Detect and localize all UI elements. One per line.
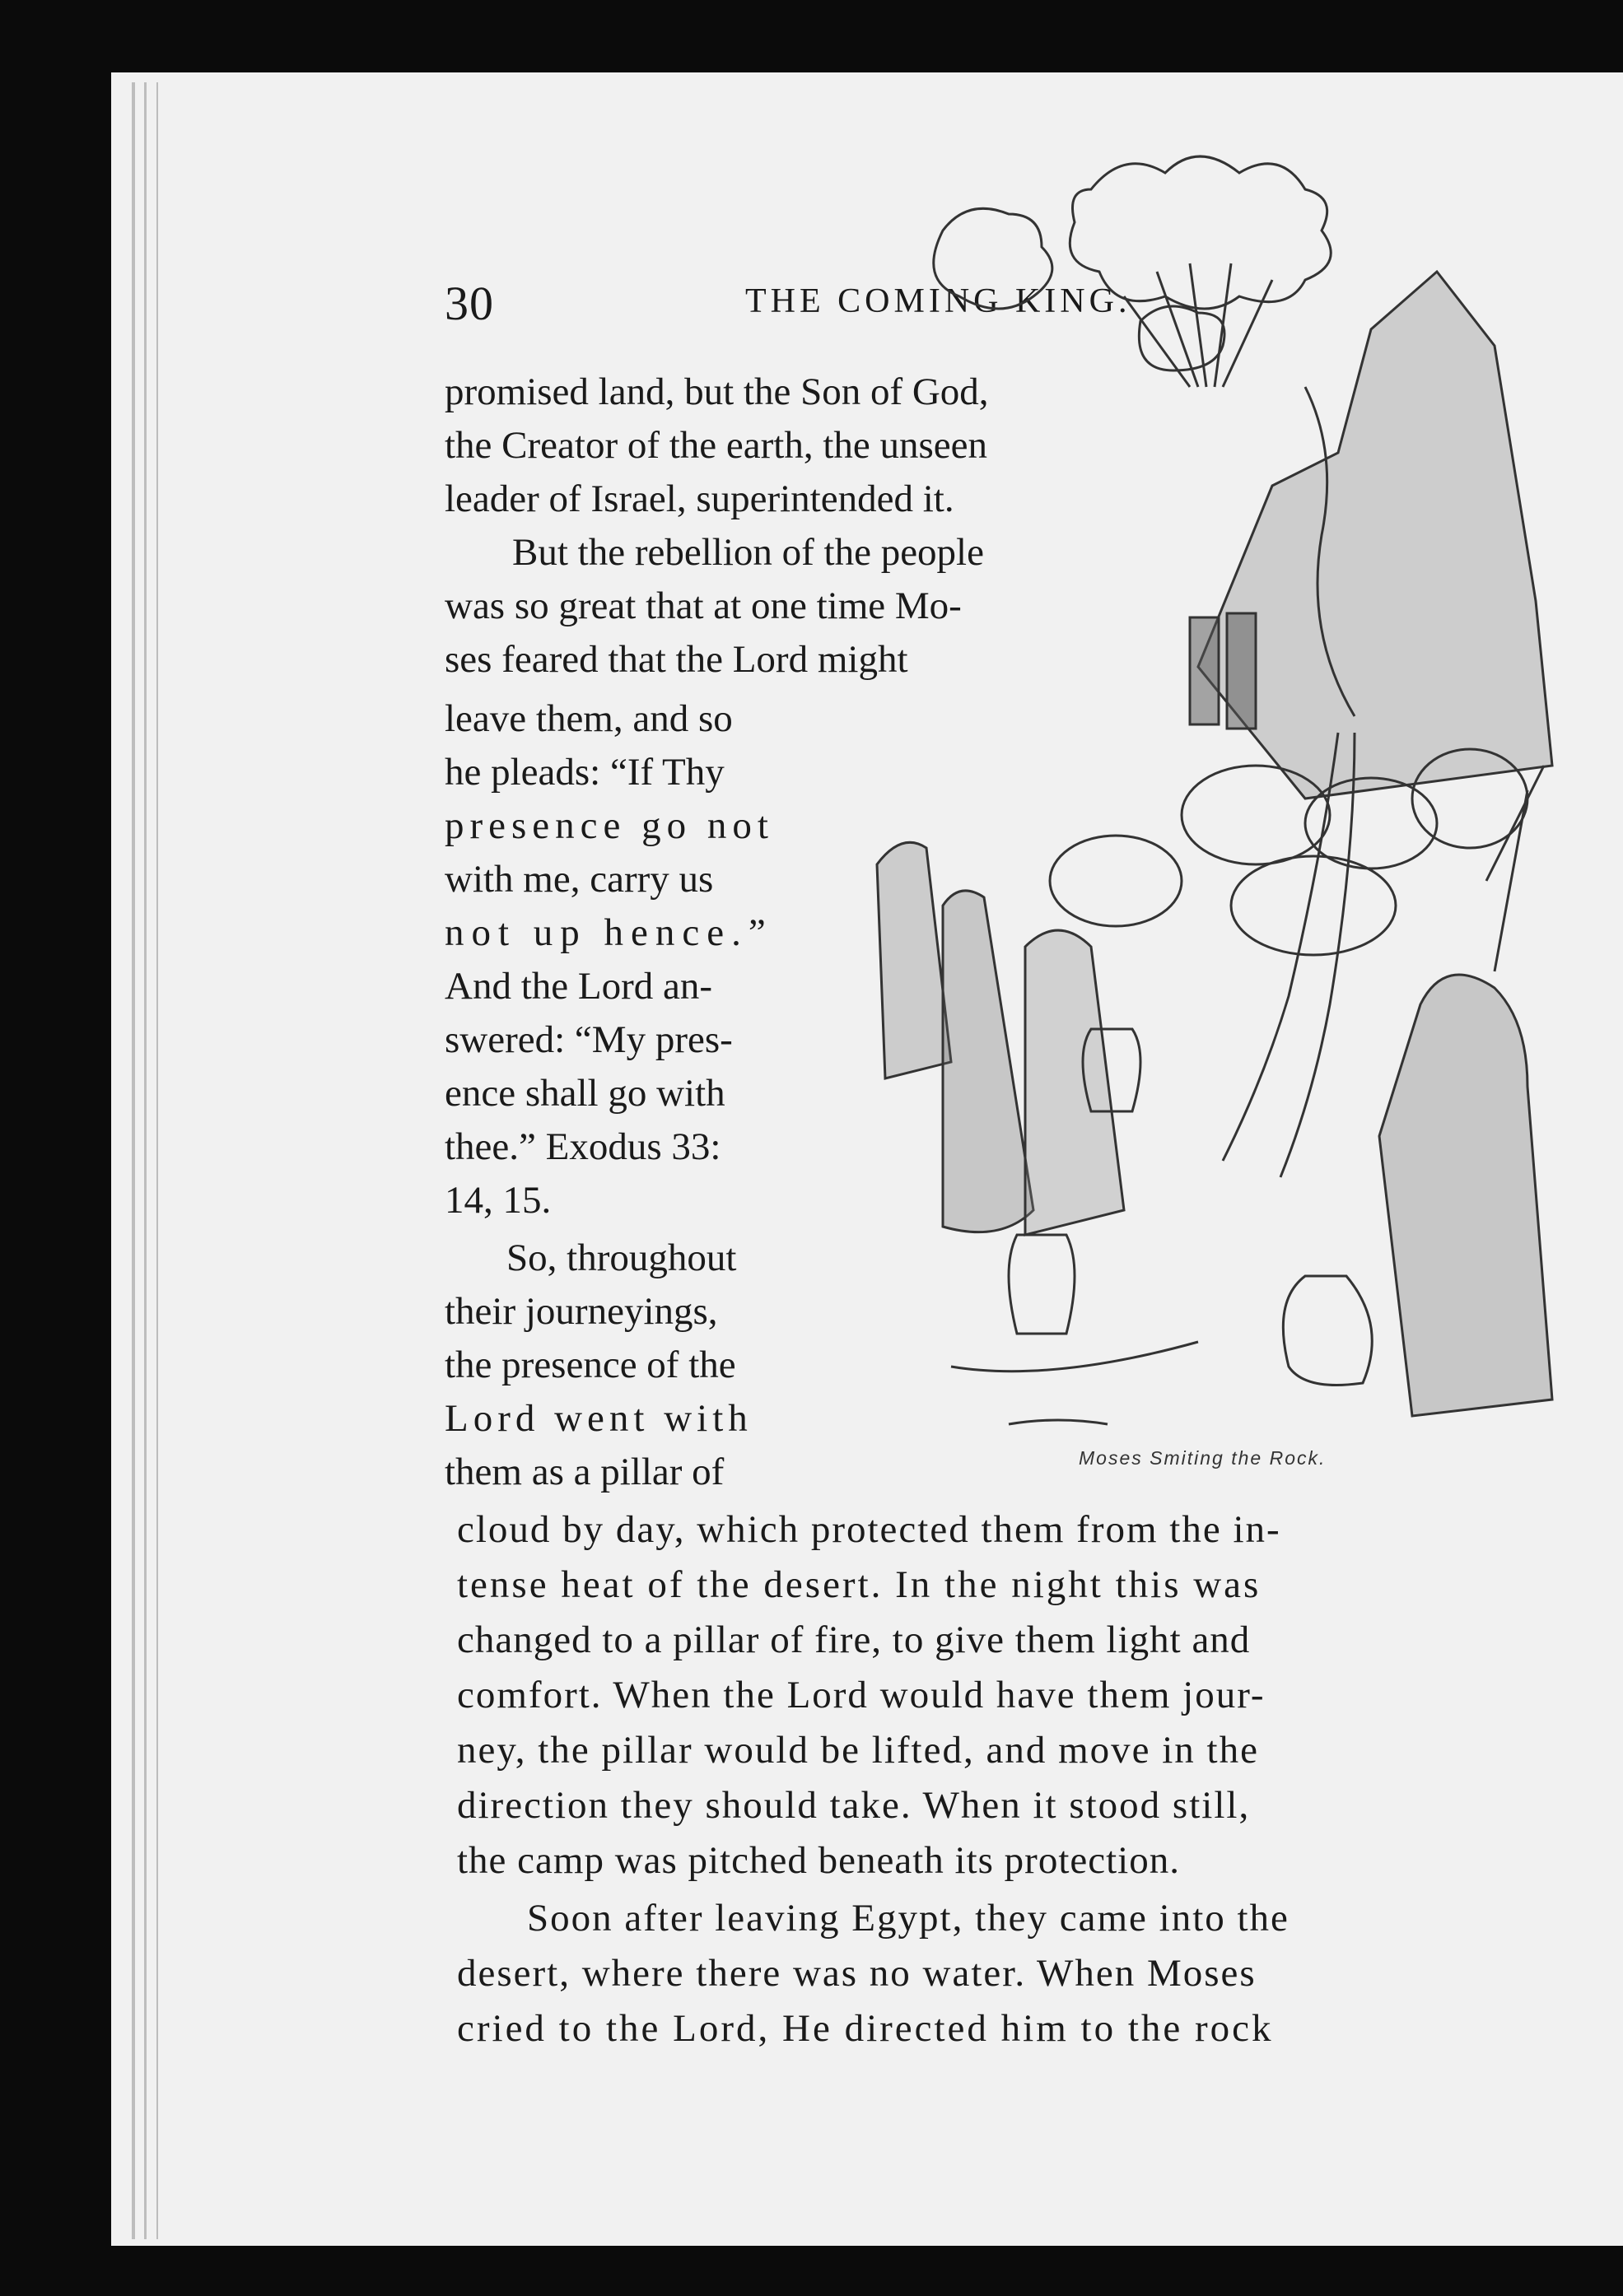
text-line: was so great that at one time Mo- <box>445 584 962 627</box>
text-line: their journeyings, <box>445 1290 718 1333</box>
text-line: promised land, but the Son of God, <box>445 370 989 413</box>
text-line: presence go not <box>445 804 774 847</box>
text-line: the camp was pitched beneath its protection. <box>457 1839 1180 1882</box>
text-line: swered: “My pres- <box>445 1018 733 1061</box>
text-line: cried to the Lord, He directed him to the rock <box>457 2007 1274 2050</box>
text-line: Soon after leaving Egypt, they came into the <box>527 1897 1290 1940</box>
page-edge <box>156 82 158 2239</box>
text-line: Lord went with <box>445 1397 753 1440</box>
text-line: leave them, and so <box>445 697 733 740</box>
text-line: cloud by day, which protected them from the in- <box>457 1508 1281 1551</box>
text-line: thee.” Exodus 33: <box>445 1125 721 1168</box>
text-line: the presence of the <box>445 1344 736 1386</box>
text-line: And the Lord an- <box>445 965 712 1008</box>
text-line: So, throughout <box>506 1236 737 1279</box>
text-line: direction they should take. When it stood still, <box>457 1784 1251 1827</box>
illustration-caption: Moses Smiting the Rock. <box>1079 1447 1327 1469</box>
text-line: not up hence.” <box>445 911 773 954</box>
text-line: tense heat of the desert. In the night this was <box>457 1563 1262 1606</box>
text-line: the Creator of the earth, the unseen <box>445 424 988 467</box>
text-line: ses feared that the Lord might <box>445 638 908 681</box>
text-line: desert, where there was no water. When Moses <box>457 1952 1257 1995</box>
text-line: ence shall go with <box>445 1072 725 1115</box>
text-line: he pleads: “If Thy <box>445 751 725 794</box>
text-line: leader of Israel, superintended it. <box>445 477 954 520</box>
page-number: 30 <box>445 277 494 330</box>
text-line: 14, 15. <box>445 1179 552 1222</box>
page-edge <box>144 82 147 2239</box>
text-line: changed to a pillar of fire, to give them light and <box>457 1618 1251 1661</box>
page-edge <box>132 82 135 2239</box>
text-line: them as a pillar of <box>445 1451 725 1493</box>
moses-smiting-rock-icon <box>844 140 1569 1432</box>
running-head: THE COMING KING. <box>745 282 1131 320</box>
text-line: ney, the pillar would be lifted, and move in the <box>457 1729 1259 1772</box>
text-line: with me, carry us <box>445 858 714 901</box>
text-line: comfort. When the Lord would have them jour- <box>457 1674 1266 1716</box>
text-line: But the rebellion of the people <box>512 531 984 574</box>
